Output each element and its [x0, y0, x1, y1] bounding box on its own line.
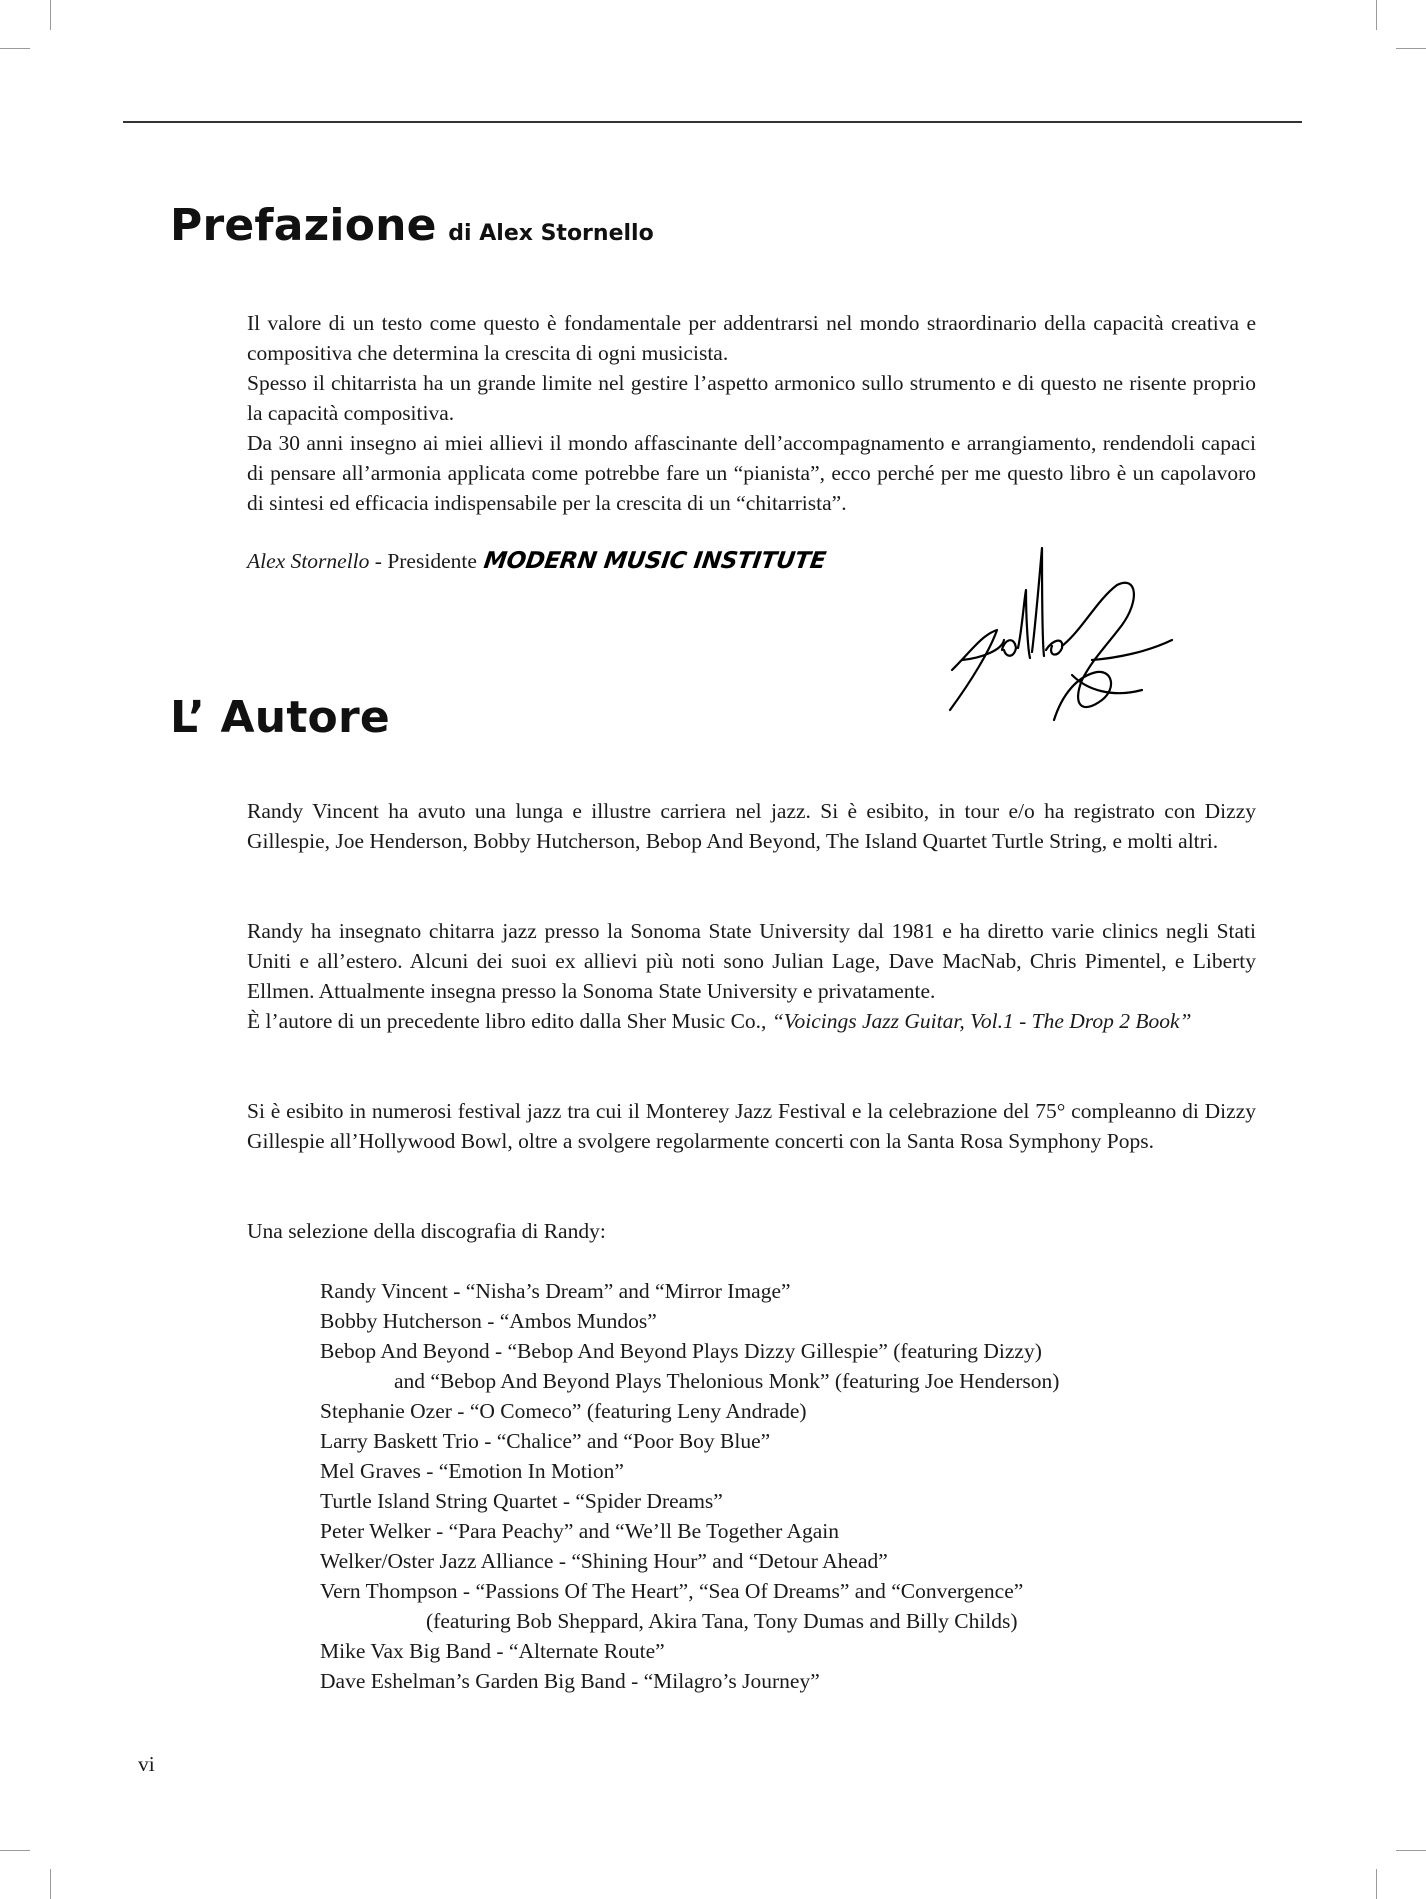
author-bio-3	[247, 1096, 1256, 1156]
author-paragraph: Randy ha insegnato chitarra jazz presso la Sonoma State University dal 1981 e ha diretto varie clinics negli Stati Uniti e all’estero. Alcuni dei suoi ex allievi più noti sono Julian Lage, Dave MacNab, Chris Pimentel, e Liberty Ellmen. Attualmente insegna presso la Sonoma State University e privatamente.	[247, 919, 1256, 1003]
crop-mark	[50, 1869, 51, 1899]
crop-mark	[1396, 48, 1426, 49]
preface-paragraph: Spesso il chitarrista ha un grande limite nel gestire l’aspetto armonico sullo strumento e di questo ne risente proprio la capacità compositiva.	[247, 371, 1256, 425]
list-item: Bebop And Beyond - “Bebop And Beyond Plays Dizzy Gillespie” (featuring Dizzy)	[320, 1339, 1042, 1363]
crop-mark	[50, 0, 51, 30]
preface-paragraph: Da 30 anni insegno ai miei allievi il mondo affascinante dell’accompagnamento e arrangiamento, rendendoli capaci di pensare all’armonia applicata come potrebbe fare un “pianista”, ecco perché per me questo libro è un capolavoro di sintesi ed efficacia indispensabile per la crescita di un “chitarrista”.	[247, 431, 1256, 515]
crop-mark	[1396, 1850, 1426, 1851]
page-number: vi	[138, 1752, 155, 1776]
list-item: Larry Baskett Trio - “Chalice” and “Poor Boy Blue”	[320, 1429, 771, 1453]
book-title: “Voicings Jazz Guitar, Vol.1 - The Drop 2 Book”	[771, 1009, 1192, 1033]
preface-heading	[170, 200, 654, 251]
list-item: Peter Welker - “Para Peachy” and “We’ll Be Together Again	[320, 1519, 839, 1543]
list-item: Mel Graves - “Emotion In Motion”	[320, 1459, 624, 1483]
preface-byline: di Alex Stornello	[448, 221, 654, 246]
list-item: Dave Eshelman’s Garden Big Band - “Milagro’s Journey”	[320, 1669, 820, 1693]
author-paragraph-book	[247, 1006, 1256, 1036]
author-title: L’ Autore	[170, 692, 390, 743]
list-item-continuation: (featuring Bob Sheppard, Akira Tana, Tony Dumas and Billy Childs)	[426, 1609, 1018, 1633]
discography-list	[320, 1276, 1059, 1696]
list-item: Randy Vincent - “Nisha’s Dream” and “Mirror Image”	[320, 1279, 791, 1303]
header-rule	[123, 121, 1302, 123]
author-heading	[170, 692, 390, 743]
list-item: Mike Vax Big Band - “Alternate Route”	[320, 1639, 665, 1663]
author-paragraph: Randy Vincent ha avuto una lunga e illustre carriera nel jazz. Si è esibito, in tour e/o ha registrato con Dizzy Gillespie, Joe Henderson, Bobby Hutcherson, Bebop And Beyond, The Island Quartet Turtle String, e molti altri.	[247, 799, 1256, 853]
crop-mark	[1376, 1869, 1377, 1899]
signer-role: - Presidente	[369, 549, 483, 573]
preface-title: Prefazione	[170, 200, 437, 251]
handwritten-signature	[942, 540, 1182, 740]
author-bio-1	[247, 796, 1256, 856]
crop-mark	[0, 48, 30, 49]
list-item: Vern Thompson - “Passions Of The Heart”, “Sea Of Dreams” and “Convergence”	[320, 1579, 1024, 1603]
preface-paragraph: Il valore di un testo come questo è fondamentale per addentrarsi nel mondo straordinario della capacità creativa e compositiva che determina la crescita di ogni musicista.	[247, 311, 1256, 365]
book-prefix: È l’autore di un precedente libro edito dalla Sher Music Co.,	[247, 1009, 772, 1033]
list-item: Bobby Hutcherson - “Ambos Mundos”	[320, 1309, 657, 1333]
list-item-continuation: and “Bebop And Beyond Plays Thelonious Monk” (featuring Joe Henderson)	[394, 1369, 1060, 1393]
crop-mark	[0, 1850, 30, 1851]
preface-body	[247, 308, 1256, 518]
institute-logo: MODERN MUSIC INSTITUTE	[482, 548, 828, 574]
list-item: Turtle Island String Quartet - “Spider Dreams”	[320, 1489, 723, 1513]
signer-name: Alex Stornello	[247, 549, 370, 573]
list-item: Welker/Oster Jazz Alliance - “Shining Hour” and “Detour Ahead”	[320, 1549, 888, 1573]
author-bio-2	[247, 916, 1256, 1036]
crop-mark	[1376, 0, 1377, 30]
discography-intro-text: Una selezione della discografia di Randy:	[247, 1219, 606, 1243]
preface-signoff	[247, 548, 826, 574]
author-paragraph: Si è esibito in numerosi festival jazz tra cui il Monterey Jazz Festival e la celebrazione del 75° compleanno di Dizzy Gillespie all’Hollywood Bowl, oltre a svolgere regolarmente concerti con la Santa Rosa Symphony Pops.	[247, 1099, 1256, 1153]
list-item: Stephanie Ozer - “O Comeco” (featuring Leny Andrade)	[320, 1399, 807, 1423]
discography-intro	[247, 1216, 1256, 1246]
